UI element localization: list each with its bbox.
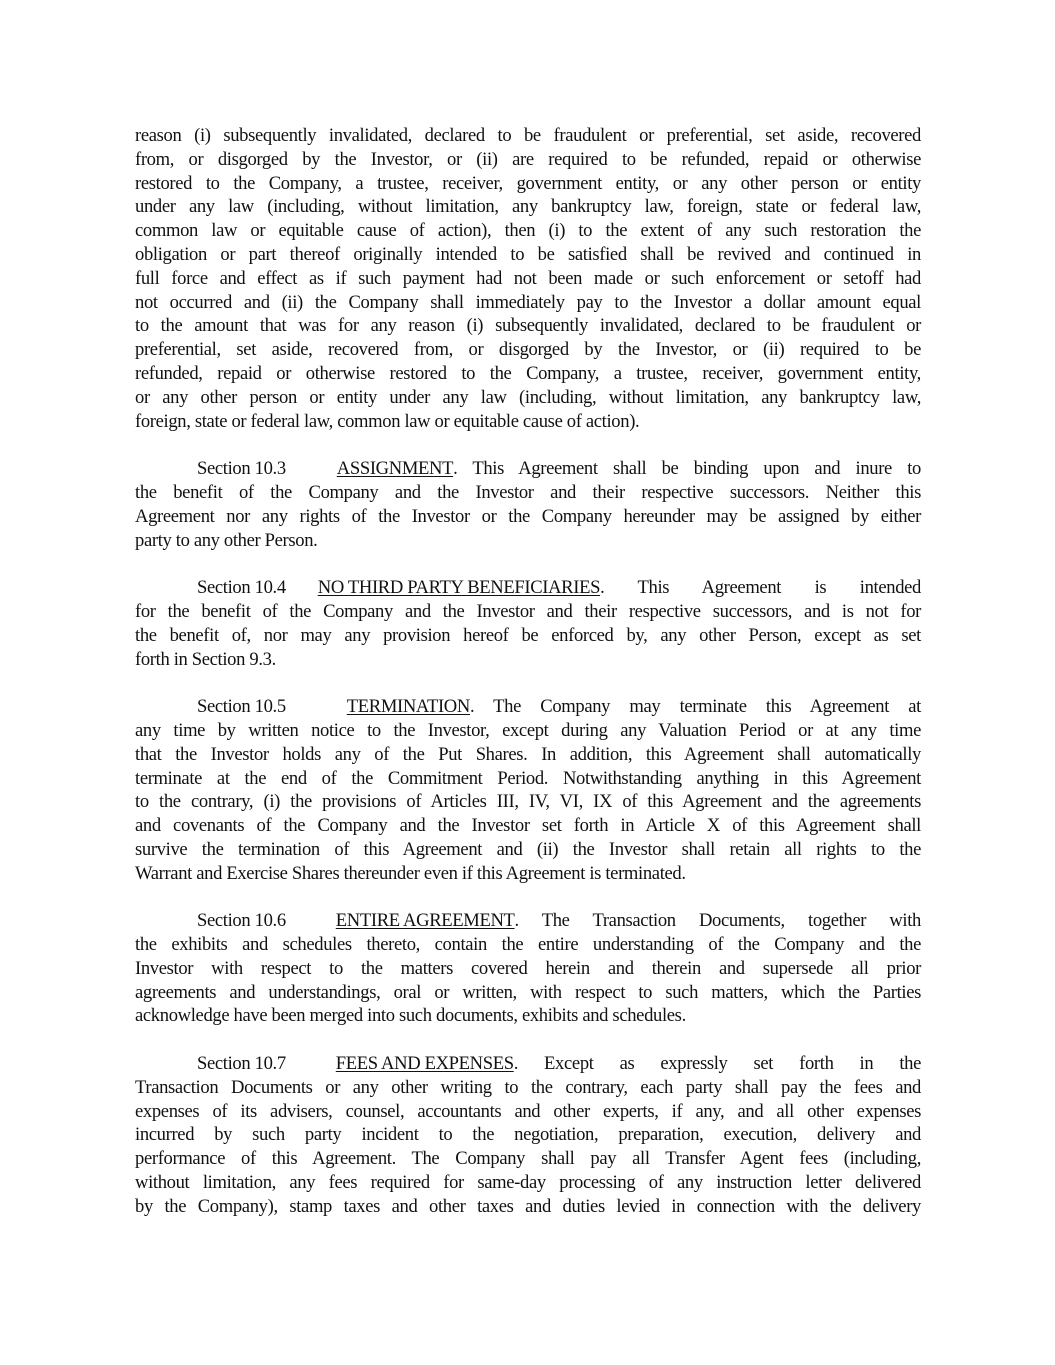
text-line: Investor with respect to the matters covered herein and therein and supersede all prior (135, 957, 921, 979)
section-number: Section 10.5 (197, 696, 286, 718)
text-line: without limitation, any fees required for same-day processing of any instruction letter delivered (135, 1172, 921, 1194)
text-line: under any law (including, without limitation, any bankruptcy law, foreign, state or federal law, (135, 196, 921, 218)
section-first-line-text: . Except as expressly set forth in the (513, 1053, 921, 1075)
section-heading (135, 576, 600, 600)
section-heading (135, 457, 453, 481)
section-heading (135, 695, 470, 719)
section-first-line-text: . This Agreement is intended (600, 577, 921, 599)
text-line: party to any other Person. (135, 529, 318, 551)
section-10-4 (135, 576, 921, 671)
text-line: to the amount that was for any reason (i) subsequently invalidated, declared to be fraudulent or (135, 315, 921, 337)
section-number: Section 10.3 (197, 458, 286, 480)
text-line: restored to the Company, a trustee, receiver, government entity, or any other person or entity (135, 172, 921, 194)
text-line: performance of this Agreement. The Company shall pay all Transfer Agent fees (including, (135, 1148, 921, 1170)
text-line: that the Investor holds any of the Put Shares. In addition, this Agreement shall automatically (135, 743, 921, 765)
section-title: ENTIRE AGREEMENT (335, 910, 515, 932)
text-line: and covenants of the Company and the Investor set forth in Article X of this Agreement shall (135, 815, 921, 837)
text-line: or any other person or entity under any law (including, without limitation, any bankruptcy law, (135, 386, 921, 408)
text-line: full force and effect as if such payment had not been made or such enforcement or setoff had (135, 267, 921, 289)
section-title: NO THIRD PARTY BENEFICIARIES (317, 577, 601, 599)
section-number: Section 10.7 (197, 1053, 286, 1075)
section-10-7 (135, 1052, 921, 1219)
text-line: Warrant and Exercise Shares thereunder even if this Agreement is terminated. (135, 862, 686, 884)
section-first-line-text: . The Transaction Documents, together with (514, 910, 921, 932)
section-title: FEES AND EXPENSES (335, 1053, 514, 1075)
text-line: foreign, state or federal law, common law or equitable cause of action). (135, 410, 640, 432)
section-10-6 (135, 909, 921, 1028)
section-10-5 (135, 695, 921, 885)
text-line: acknowledge have been merged into such documents, exhibits and schedules. (135, 1005, 686, 1027)
text-line: Transaction Documents or any other writing to the contrary, each party shall pay the fees and (135, 1076, 921, 1098)
section-heading-line (135, 1052, 921, 1076)
text-line: the benefit of, nor may any provision hereof be enforced by, any other Person, except as set (135, 624, 921, 646)
text-line: preferential, set aside, recovered from, or disgorged by the Investor, or (ii) required to be (135, 339, 921, 361)
section-number: Section 10.4 (197, 577, 286, 599)
section-heading (135, 1052, 514, 1076)
section-title: ASSIGNMENT (336, 458, 454, 480)
section-heading-line (135, 457, 921, 481)
text-line: terminate at the end of the Commitment Period. Notwithstanding anything in this Agreement (135, 767, 921, 789)
text-line: expenses of its advisers, counsel, accountants and other experts, if any, and all other expenses (135, 1100, 921, 1122)
section-heading-line (135, 695, 921, 719)
text-line: the exhibits and schedules thereto, contain the entire understanding of the Company and the (135, 934, 921, 956)
continuation-paragraph (135, 124, 921, 433)
text-line: common law or equitable cause of action), then (i) to the extent of any such restoration the (135, 220, 921, 242)
section-heading-line (135, 576, 921, 600)
section-10-3 (135, 457, 921, 552)
text-line: for the benefit of the Company and the Investor and their respective successors, and is not for (135, 600, 921, 622)
text-line: survive the termination of this Agreement and (ii) the Investor shall retain all rights to the (135, 838, 921, 860)
section-first-line-text: . The Company may terminate this Agreement at (469, 696, 921, 718)
text-line: any time by written notice to the Investor, except during any Valuation Period or at any time (135, 719, 921, 741)
text-line: Agreement nor any rights of the Investor or the Company hereunder may be assigned by either (135, 505, 921, 527)
section-title: TERMINATION (346, 696, 470, 718)
section-number: Section 10.6 (197, 910, 286, 932)
text-line: incurred by such party incident to the negotiation, preparation, execution, delivery and (135, 1124, 921, 1146)
text-line: from, or disgorged by the Investor, or (ii) are required to be refunded, repaid or otherwise (135, 148, 921, 170)
section-heading-line (135, 909, 921, 933)
text-line: the benefit of the Company and the Investor and their respective successors. Neither this (135, 481, 921, 503)
text-line: reason (i) subsequently invalidated, declared to be fraudulent or preferential, set aside, recovered (135, 125, 921, 146)
text-line: not occurred and (ii) the Company shall immediately pay to the Investor a dollar amount equal (135, 291, 921, 313)
text-line: by the Company), stamp taxes and other taxes and duties levied in connection with the delivery (135, 1195, 921, 1217)
text-line: refunded, repaid or otherwise restored to the Company, a trustee, receiver, government entity, (135, 362, 921, 384)
section-heading (135, 909, 515, 933)
text-line: to the contrary, (i) the provisions of Articles III, IV, VI, IX of this Agreement and the agreements (135, 791, 921, 813)
text-line: obligation or part thereof originally intended to be satisfied shall be revived and continued in (135, 243, 921, 265)
text-line: forth in Section 9.3. (135, 648, 276, 670)
section-first-line-text: . This Agreement shall be binding upon and inure to (453, 458, 921, 480)
text-line: agreements and understandings, oral or written, with respect to such matters, which the Parties (135, 981, 921, 1003)
document-page (135, 124, 921, 1242)
